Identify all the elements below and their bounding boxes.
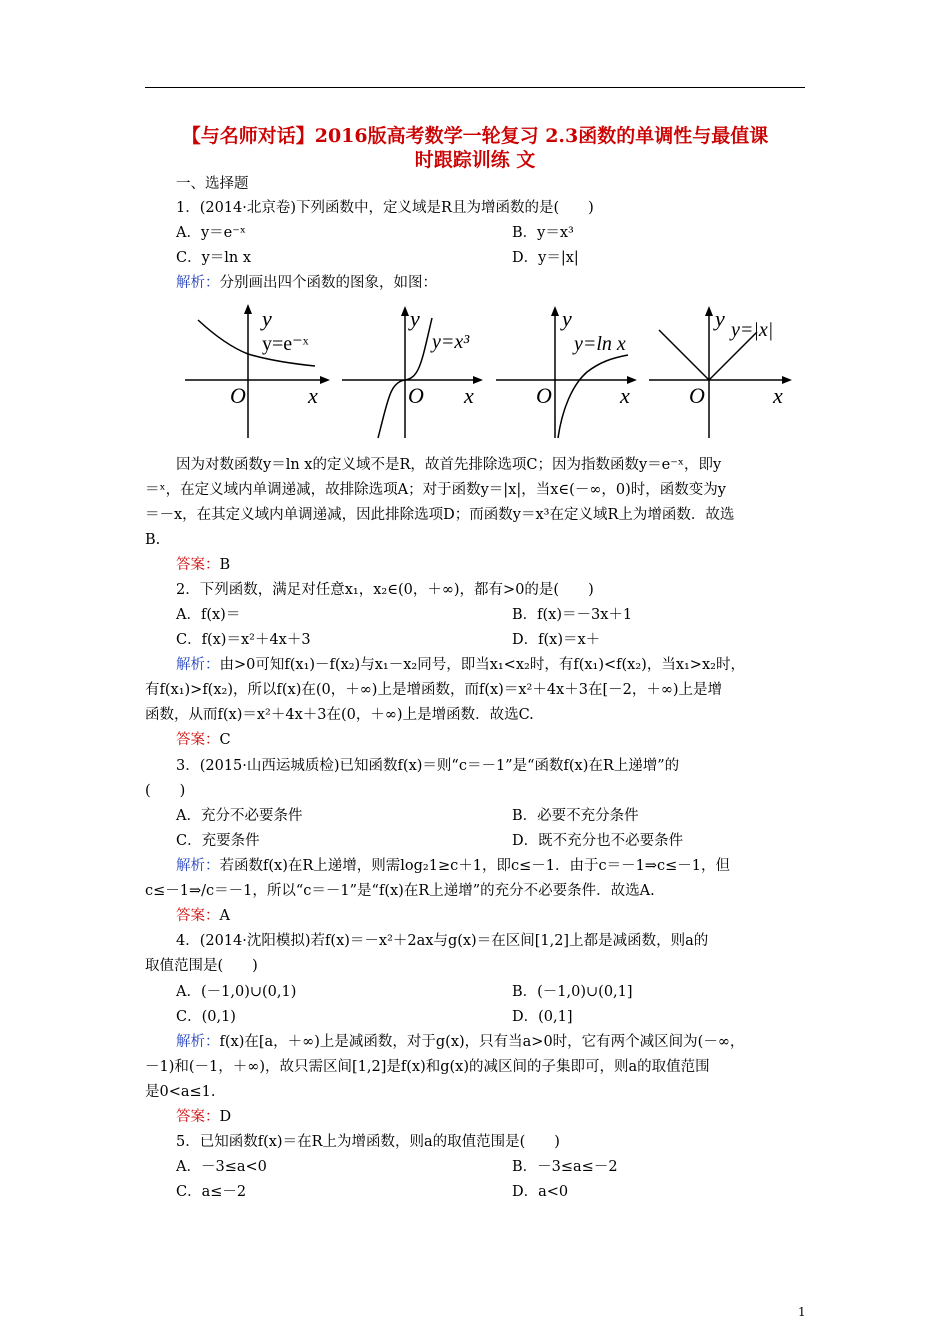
y-arrow-icon (705, 306, 713, 316)
q4-stem: 4．(2014·沈阳模拟)若f(x)＝－x²＋2ax与g(x)＝在区间[1,2]上都是减函数，则a的 (176, 933, 709, 949)
q3-answer-label: 答案： (176, 908, 220, 924)
y-label: y (410, 306, 420, 331)
function-label: y=ln x (574, 333, 626, 355)
q3-option-a: A．充分不必要条件 (176, 808, 303, 824)
y-label: y (262, 306, 272, 331)
y-label: y (562, 306, 572, 331)
q4-analysis-3: 是0<a≤1. (145, 1084, 216, 1100)
q4-option-c: C．(0,1) (176, 1009, 236, 1025)
q2-analysis-label: 解析： (176, 657, 220, 673)
q1-option-c: C．y＝ln x (176, 250, 252, 266)
q4-option-d: D．(0,1] (512, 1009, 573, 1025)
q5-option-d: D．a<0 (512, 1184, 569, 1200)
x-arrow-icon (320, 376, 330, 384)
q3-analysis-2: c≤－1⇒/c＝－1，所以“c＝－1”是“f(x)在R上递增”的充分不必要条件．故选A. (145, 883, 655, 899)
q1-explain-1: 因为对数函数y＝ln x的定义域不是R，故首先排除选项C；因为指数函数y＝e⁻ˣ，即y (176, 457, 722, 473)
title-line-2: 时跟踪训练 文 (414, 149, 536, 171)
q4-option-b: B．(－1,0)∪(0,1] (512, 984, 633, 1000)
q4-stem-2: 取值范围是( ) (145, 958, 258, 974)
q2-option-b: B．f(x)＝－3x＋1 (512, 607, 633, 623)
function-label: y=e⁻ˣ (262, 333, 309, 355)
q4-analysis-2: －1)和(－1，＋∞)，故只需区间[1,2]是f(x)和g(x)的减区间的子集即可，则a的取值范围 (145, 1059, 710, 1075)
y-label: y (715, 306, 725, 331)
graph-cubic (338, 300, 493, 440)
q4-answer-label: 答案： (176, 1109, 220, 1125)
q4-analysis-label: 解析： (176, 1034, 220, 1050)
q2-stem: 2．下列函数，满足对任意x₁，x₂∈(0，＋∞)，都有>0的是( ) (176, 582, 594, 598)
q4-answer-value: D (219, 1109, 232, 1125)
section-heading: 一、选择题 (176, 176, 249, 192)
q4-option-a: A．(－1,0)∪(0,1) (176, 984, 297, 1000)
graph-log (492, 300, 647, 440)
q2-analysis-2: 有f(x₁)>f(x₂)，所以f(x)在(0，＋∞)上是增函数，而f(x)＝x²＋4x＋3在[－2，＋∞)上是增 (145, 682, 723, 698)
x-label: x (308, 383, 318, 408)
q3-analysis-text: 若函数f(x)在R上递增，则需log₂1≥c＋1，即c≤－1．由于c＝－1⇒c≤－1，但 (219, 858, 730, 874)
q1-option-a: A．y＝e⁻ˣ (176, 225, 247, 241)
q1-option-b: B．y＝x³ (512, 225, 574, 241)
y-arrow-icon (244, 304, 252, 314)
function-label: y=|x| (731, 319, 774, 341)
q1-answer-label: 答案： (176, 557, 220, 573)
q3-option-b: B．必要不充分条件 (512, 808, 639, 824)
q4-answer (176, 1107, 231, 1127)
y-arrow-icon (401, 306, 409, 316)
origin-label: O (408, 383, 424, 408)
q1-option-d: D．y＝|x| (512, 250, 579, 266)
function-label: y=x³ (432, 331, 470, 353)
q2-answer (176, 730, 231, 750)
x-label: x (773, 383, 783, 408)
page-number: 1 (798, 1305, 806, 1319)
q5-option-a: A．－3≤a<0 (176, 1159, 267, 1175)
q2-analysis-text: 由>0可知f(x₁)－f(x₂)与x₁－x₂同号，即当x₁<x₂时，有f(x₁)<f(x₂)，当x₁>x₂时， (219, 657, 745, 673)
q1-analysis-text: 分别画出四个函数的图象，如图： (219, 275, 437, 291)
q1-explain-4: B. (145, 532, 161, 548)
graph-exp (180, 300, 335, 440)
x-label: x (464, 383, 474, 408)
q5-stem: 5．已知函数f(x)＝在R上为增函数，则a的取值范围是( ) (176, 1134, 560, 1150)
q1-stem: 1．(2014·北京卷)下列函数中，定义域是R且为增函数的是( ) (176, 200, 594, 216)
q1-answer (176, 555, 230, 575)
q1-explain-2: ＝ˣ，在定义域内单调递减，故排除选项A；对于函数y＝|x|，当x∈(－∞，0)时，函数变为y (145, 482, 726, 498)
q3-option-d: D．既不充分也不必要条件 (512, 833, 684, 849)
q3-stem: 3．(2015·山西运城质检)已知函数f(x)＝则“c＝－1”是“函数f(x)在R上递增”的 (176, 758, 680, 774)
document-title (140, 124, 810, 172)
graph-abs (645, 300, 800, 440)
q2-option-d: D．f(x)＝x＋ (512, 632, 601, 648)
q4-analysis-1 (176, 1032, 744, 1052)
q5-option-c: C．a≤－2 (176, 1184, 247, 1200)
q1-answer-value: B (219, 557, 231, 573)
q2-analysis-3: 函数，从而f(x)＝x²＋4x＋3在(0，＋∞)上是增函数．故选C. (145, 707, 534, 723)
q2-answer-label: 答案： (176, 732, 220, 748)
x-arrow-icon (782, 376, 792, 384)
q1-explain-3: ＝－x，在其定义域内单调递减，因此排除选项D；而函数y＝x³在定义域R上为增函数．故选 (145, 507, 735, 523)
q3-answer-value: A (219, 908, 230, 924)
origin-label: O (689, 383, 705, 408)
q3-option-c: C．充要条件 (176, 833, 260, 849)
q3-analysis-1 (176, 856, 730, 876)
x-arrow-icon (473, 376, 483, 384)
x-label: x (620, 383, 630, 408)
curve (558, 355, 628, 438)
title-line-1: 【与名师对话】2016版高考数学一轮复习 2.3函数的单调性与最值课 (181, 125, 769, 147)
q3-stem-2: ( ) (145, 783, 186, 799)
q1-analysis-label: 解析： (176, 275, 220, 291)
q2-answer-value: C (219, 732, 231, 748)
q2-option-c: C．f(x)＝x²＋4x＋3 (176, 632, 311, 648)
origin-label: O (230, 383, 246, 408)
q2-option-a: A．f(x)＝ (176, 607, 241, 623)
y-arrow-icon (551, 306, 559, 316)
q3-analysis-label: 解析： (176, 858, 220, 874)
origin-label: O (536, 383, 552, 408)
header-rule (145, 87, 805, 88)
q1-analysis (176, 273, 437, 293)
q5-option-b: B．－3≤a≤－2 (512, 1159, 618, 1175)
q2-analysis-1 (176, 655, 745, 675)
q4-analysis-text: f(x)在[a，＋∞)上是减函数，对于g(x)，只有当a>0时，它有两个减区间为(－∞， (219, 1034, 745, 1050)
q3-answer (176, 906, 230, 926)
